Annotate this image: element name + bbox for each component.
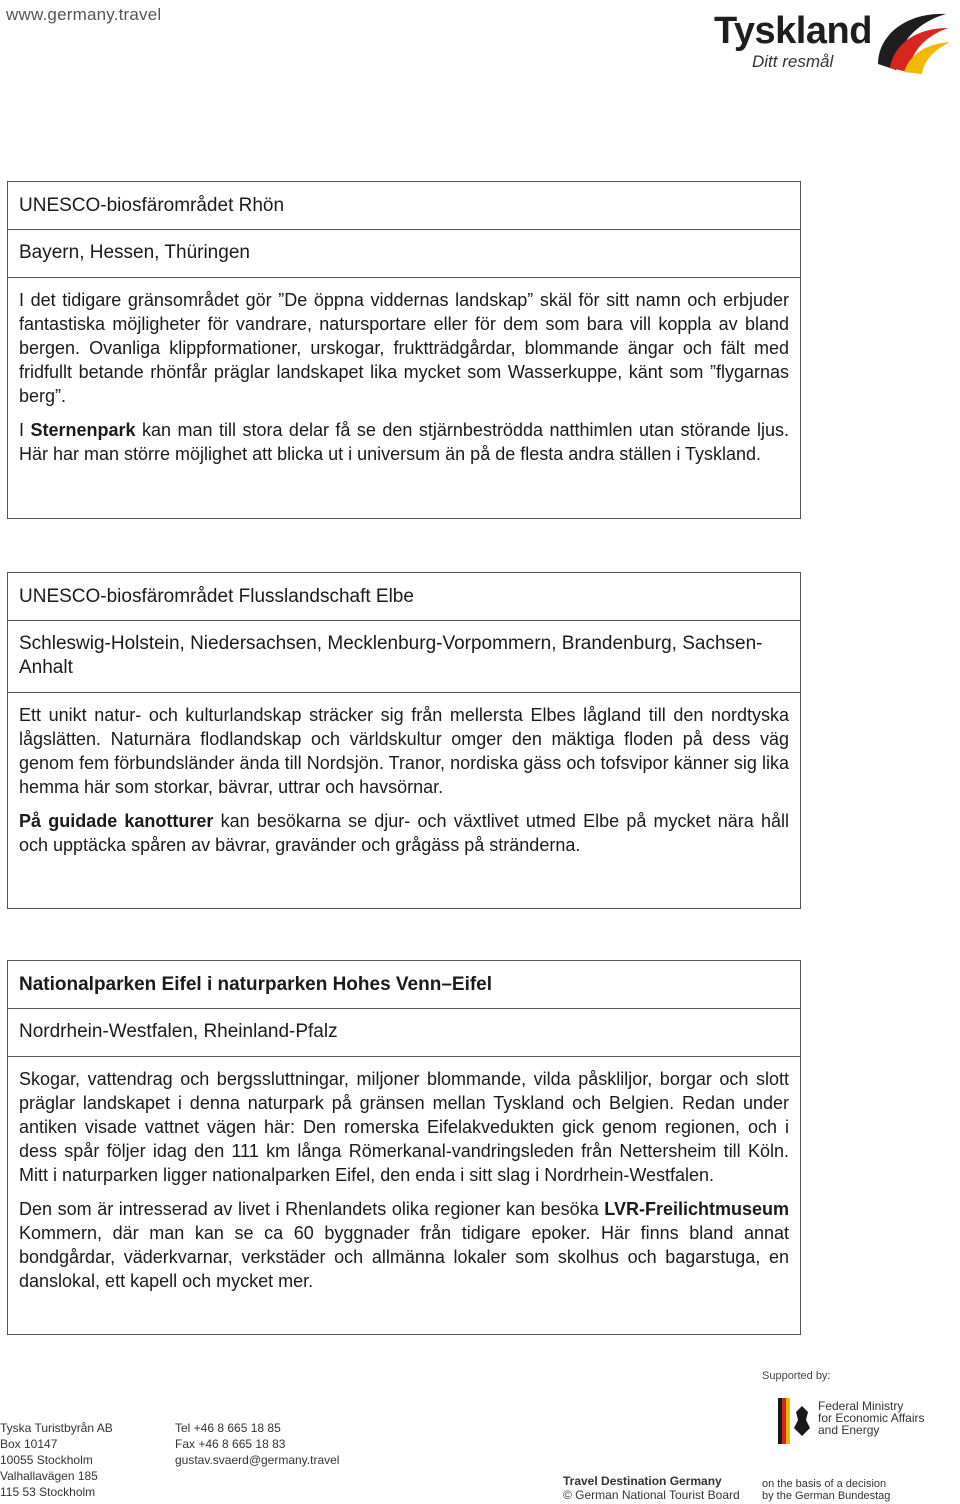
brand-logo: [712, 4, 952, 76]
bold-text: LVR-Freilichtmuseum: [604, 1199, 789, 1219]
section-region: Nordrhein-Westfalen, Rheinland-Pfalz: [8, 1009, 800, 1057]
fax: Fax +46 8 665 18 83: [175, 1437, 286, 1451]
footer: [0, 1360, 960, 1504]
ministry-name: [818, 1400, 925, 1436]
section-card-rhon: [7, 181, 801, 519]
paragraph: Skogar, vattendrag och bergssluttningar, miljoner blommande, vilda påskliljor, borgar och slott präglar landskapet i denna naturpark på gränsen mellan Tyskland och Belgien. Redan under antiken visade vattnet vägen här: Den romerska Eifelakvedukten gick genom regionen, och i dess spår följer idag den 111 km långa Römerkanal-vandringsleden från Nettersheim till Köln. Mitt i naturparken ligger nationalparken Eifel, den enda i sitt slag i Nordrhein-Westfalen.: [19, 1069, 789, 1185]
address-line: Valhallavägen 185: [0, 1469, 98, 1483]
brand-name: Tyskland: [714, 10, 872, 52]
text-run: Kommern, där man kan se ca 60 byggnader från tidigare epoker. Här finns bland annat bondgårdar, väderkvarnar, verkstäder och allmänna lokaler som skolhus och bagarstuga, en danslokal, ett kapell och mycket mer.: [19, 1223, 789, 1291]
paragraph: [19, 1197, 789, 1293]
text-run: kan besökarna se djur- och växtlivet utmed Elbe på mycket nära håll och upptäcka spåren av bävrar, gravänder och grågäss på stränderna.: [19, 811, 789, 855]
paragraph: Ett unikt natur- och kulturlandskap sträcker sig från mellersta Elbes lågland till den nordtyska lågslätten. Naturnära flodlandskap och världskultur omger den mäktiga floden på dess väg genom fem förbundsländer ända till Nordsjön. Tranor, nordiska gäss och tofsvipor känner sig lika hemma här som storkar, bävrar, uttrar och havsörnar.: [19, 705, 789, 797]
section-title: Nationalparken Eifel i naturparken Hohes Venn–Eifel: [8, 961, 800, 1009]
text-run: kan man till stora delar få se den stjärnbeströdda natthimlen utan störande ljus. Här har man större möjlighet att blicka ut i universum än på de flesta andra ställen i Tyskland.: [19, 420, 789, 464]
email-link[interactable]: gustav.svaerd@germany.travel: [175, 1453, 340, 1467]
section-body: [8, 1057, 800, 1293]
section-body: [8, 278, 800, 466]
address-line: 10055 Stockholm: [0, 1453, 93, 1467]
ministry-line: Federal Ministry: [818, 1399, 904, 1413]
section-title: UNESCO-biosfärområdet Flusslandschaft Elbe: [8, 573, 800, 621]
decision-line: by the German Bundestag: [762, 1490, 891, 1502]
ministry-line: for Economic Affairs: [818, 1411, 925, 1425]
bundestag-decision: [762, 1478, 890, 1502]
bold-text: Sternenpark: [30, 420, 136, 440]
footer-address: [0, 1420, 113, 1500]
section-region: Bayern, Hessen, Thüringen: [8, 230, 800, 278]
bold-text: På guidade kanotturer: [19, 811, 214, 831]
eagle-emblem-icon: [778, 1398, 814, 1444]
footer-contact: [175, 1420, 339, 1468]
tdg-subtitle: © German National Tourist Board: [563, 1488, 740, 1502]
decision-line: on the basis of a decision: [762, 1478, 887, 1490]
brand-tagline: Ditt resmål: [752, 52, 834, 71]
tdg-logo: [563, 1474, 740, 1502]
section-title: UNESCO-biosfärområdet Rhön: [8, 182, 800, 230]
text-run: Den som är intresserad av livet i Rhenlandets olika regioner kan besöka: [19, 1199, 605, 1219]
supported-by-label: Supported by:: [762, 1370, 831, 1382]
address-line: 115 53 Stockholm: [0, 1485, 96, 1499]
paragraph: [19, 418, 789, 466]
ministry-line: and Energy: [818, 1423, 880, 1437]
section-body: [8, 693, 800, 857]
paragraph: [19, 809, 789, 857]
phone: Tel +46 8 665 18 85: [175, 1421, 281, 1435]
section-region: Schleswig-Holstein, Niedersachsen, Mecklenburg-Vorpommern, Brandenburg, Sachsen-Anhalt: [8, 621, 800, 693]
site-url[interactable]: www.germany.travel: [6, 5, 162, 24]
paragraph: I det tidigare gränsområdet gör ”De öppna viddernas landskap” skäl för sitt namn och erbjuder fantastiska möjligheter för vandrare, natursportare eller för dem som bara vill koppla av bland bergen. Ovanliga klippformationer, urskogar, fruktträdgårdar, blommande ängar och fält med fridfullt betande rhönfår präglar landskapet lika mycket som Wasserkuppe, känt som ”flygarnas berg”.: [19, 290, 789, 406]
address-line: Tyska Turistbyrån AB: [0, 1421, 113, 1435]
text-run: I: [19, 420, 31, 440]
section-card-elbe: [7, 572, 801, 909]
brand-swirl-icon: [868, 4, 952, 74]
section-card-eifel: [7, 960, 801, 1335]
address-line: Box 10147: [0, 1437, 58, 1451]
tdg-title: Travel Destination Germany: [563, 1474, 722, 1488]
